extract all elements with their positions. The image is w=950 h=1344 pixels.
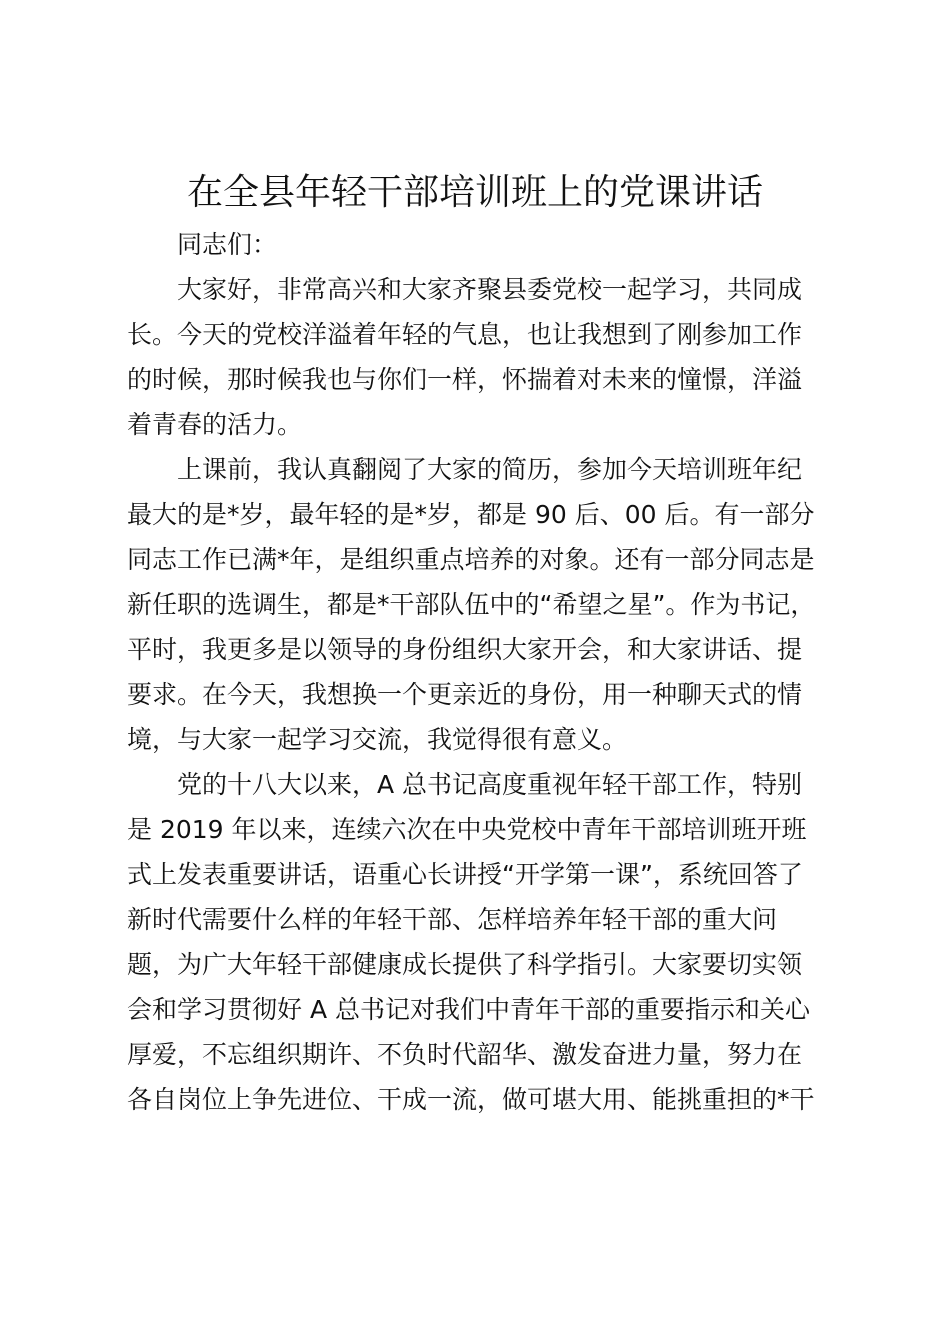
- paragraph-3-line-8: 各自岗位上争先进位、干成一流，做可堪大用、能挑重担的*干: [127, 1085, 815, 1114]
- paragraph-3-line-5: 题，为广大年轻干部健康成长提供了科学指引。大家要切实领: [127, 950, 803, 979]
- paragraph-2-line-5: 平时，我更多是以领导的身份组织大家开会，和大家讲话、提: [127, 635, 803, 664]
- salutation: 同志们：: [177, 230, 278, 259]
- paragraph-2-line-1: 上课前，我认真翻阅了大家的简历，参加今天培训班年纪: [177, 455, 803, 484]
- paragraph-1-line-3: 的时候，那时候我也与你们一样，怀揣着对未来的憧憬，洋溢: [127, 365, 803, 394]
- paragraph-3-line-2: 是 2019 年以来，连续六次在中央党校中青年干部培训班开班: [127, 815, 807, 844]
- paragraph-2-line-4: 新任职的选调生，都是*干部队伍中的“希望之星”。作为书记，: [127, 590, 816, 619]
- paragraph-1-line-2: 长。今天的党校洋溢着年轻的气息，也让我想到了刚参加工作: [127, 320, 803, 349]
- paragraph-3-line-7: 厚爱，不忘组织期许、不负时代韶华、激发奋进力量，努力在: [127, 1040, 803, 1069]
- document-title: 在全县年轻干部培训班上的党课讲话: [186, 172, 763, 213]
- paragraph-3-line-1: 党的十八大以来，A 总书记高度重视年轻干部工作，特别: [177, 770, 803, 799]
- paragraph-1-line-4: 着青春的活力。: [127, 410, 303, 439]
- paragraph-2-line-7: 境，与大家一起学习交流，我觉得很有意义。: [127, 725, 628, 754]
- paragraph-2-line-3: 同志工作已满*年，是组织重点培养的对象。还有一部分同志是: [127, 545, 815, 574]
- paragraph-1-line-1: 大家好，非常高兴和大家齐聚县委党校一起学习，共同成: [177, 275, 803, 304]
- paragraph-3-line-4: 新时代需要什么样的年轻干部、怎样培养年轻干部的重大问: [127, 905, 778, 934]
- paragraph-2-line-6: 要求。在今天，我想换一个更亲近的身份，用一种聊天式的情: [127, 680, 803, 709]
- paragraph-3-line-6: 会和学习贯彻好 A 总书记对我们中青年干部的重要指示和关心: [127, 995, 810, 1024]
- paragraph-3-line-3: 式上发表重要讲话，语重心长讲授“开学第一课”，系统回答了: [127, 860, 803, 889]
- paragraph-2-line-2: 最大的是*岁，最年轻的是*岁，都是 90 后、00 后。有一部分: [127, 500, 815, 529]
